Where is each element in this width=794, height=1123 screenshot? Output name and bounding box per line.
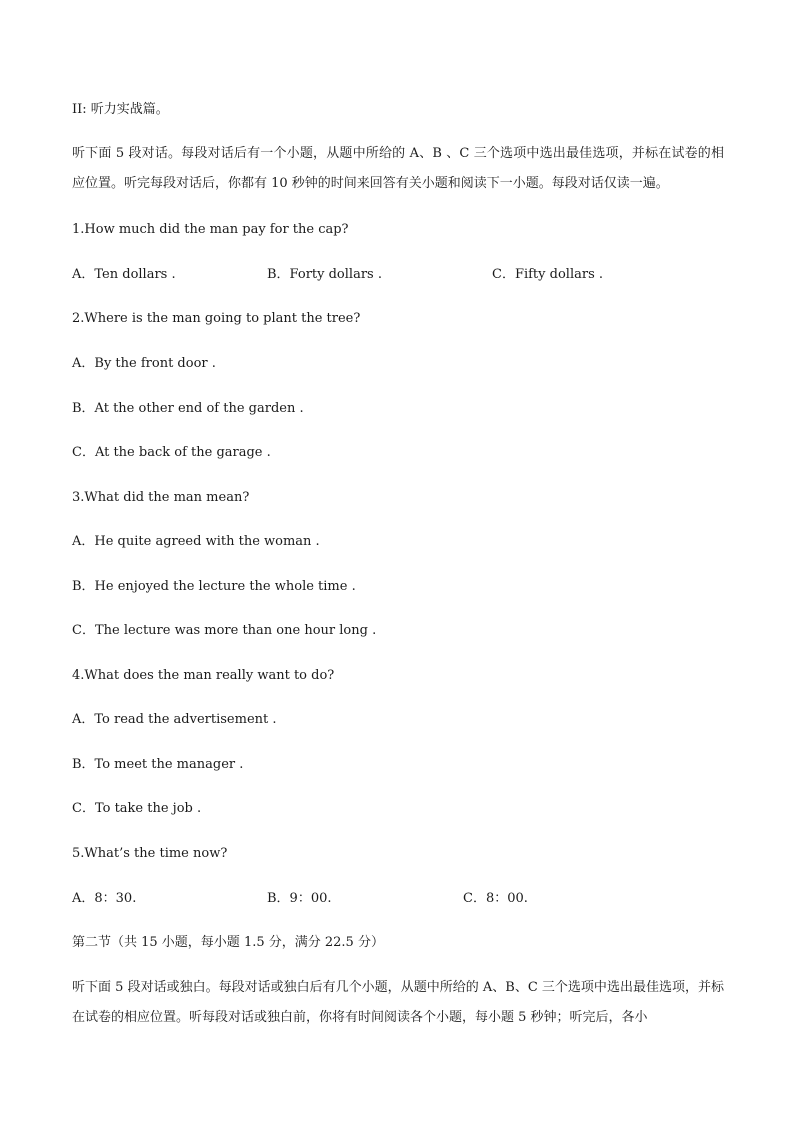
section2-instructions: 听下面 5 段对话或独白。每段对话或独白后有几个小题，从题中所给的 A、B、C 三个选项中选出最佳选项，并标在试卷的相应位置。听每段对话或独白前，你将有时间阅读各个小题，每小题 5 秒钟；听完后，各小	[72, 980, 724, 1025]
question-1-option-b: B．Forty dollars .	[267, 267, 382, 282]
question-3-option-c: C．The lecture was more than one hour long .	[72, 623, 377, 638]
question-4-stem: 4.What does the man really want to do?	[72, 668, 335, 683]
question-1-option-c: C．Fifty dollars .	[492, 267, 604, 282]
question-5-option-b: B．9：00.	[267, 891, 332, 906]
section2-heading: 第二节（共 15 小题，每小题 1.5 分，满分 22.5 分）	[72, 935, 384, 950]
section1-instructions: 听下面 5 段对话。每段对话后有一个小题，从题中所给的 A、B 、C 三个选项中选出最佳选项，并标在试卷的相应位置。听完每段对话后，你都有 10 秒钟的时间来回答有关小题和阅读下一小题。每段对话仅读一遍。	[72, 146, 724, 191]
question-2-option-c: C．At the back of the garage .	[72, 445, 271, 460]
question-3-option-a: A．He quite agreed with the woman .	[72, 534, 320, 549]
question-2-option-a: A．By the front door .	[72, 356, 216, 371]
question-5-option-c: C．8：00.	[463, 891, 528, 906]
question-4-option-b: B．To meet the manager .	[72, 757, 244, 772]
question-3-option-b: B．He enjoyed the lecture the whole time .	[72, 579, 356, 594]
question-3-stem: 3.What did the man mean?	[72, 490, 250, 505]
question-1-stem: 1.How much did the man pay for the cap?	[72, 222, 349, 237]
question-2-option-b: B．At the other end of the garden .	[72, 401, 304, 416]
question-5-option-a: A．8：30.	[72, 891, 137, 906]
question-4-option-a: A．To read the advertisement .	[72, 712, 277, 727]
question-5-stem: 5.What’s the time now?	[72, 846, 228, 861]
section-title: II: 听力实战篇。	[72, 102, 169, 117]
question-1-option-a: A．Ten dollars .	[72, 267, 176, 282]
question-4-option-c: C．To take the job .	[72, 801, 202, 816]
question-2-stem: 2.Where is the man going to plant the tree?	[72, 311, 361, 326]
